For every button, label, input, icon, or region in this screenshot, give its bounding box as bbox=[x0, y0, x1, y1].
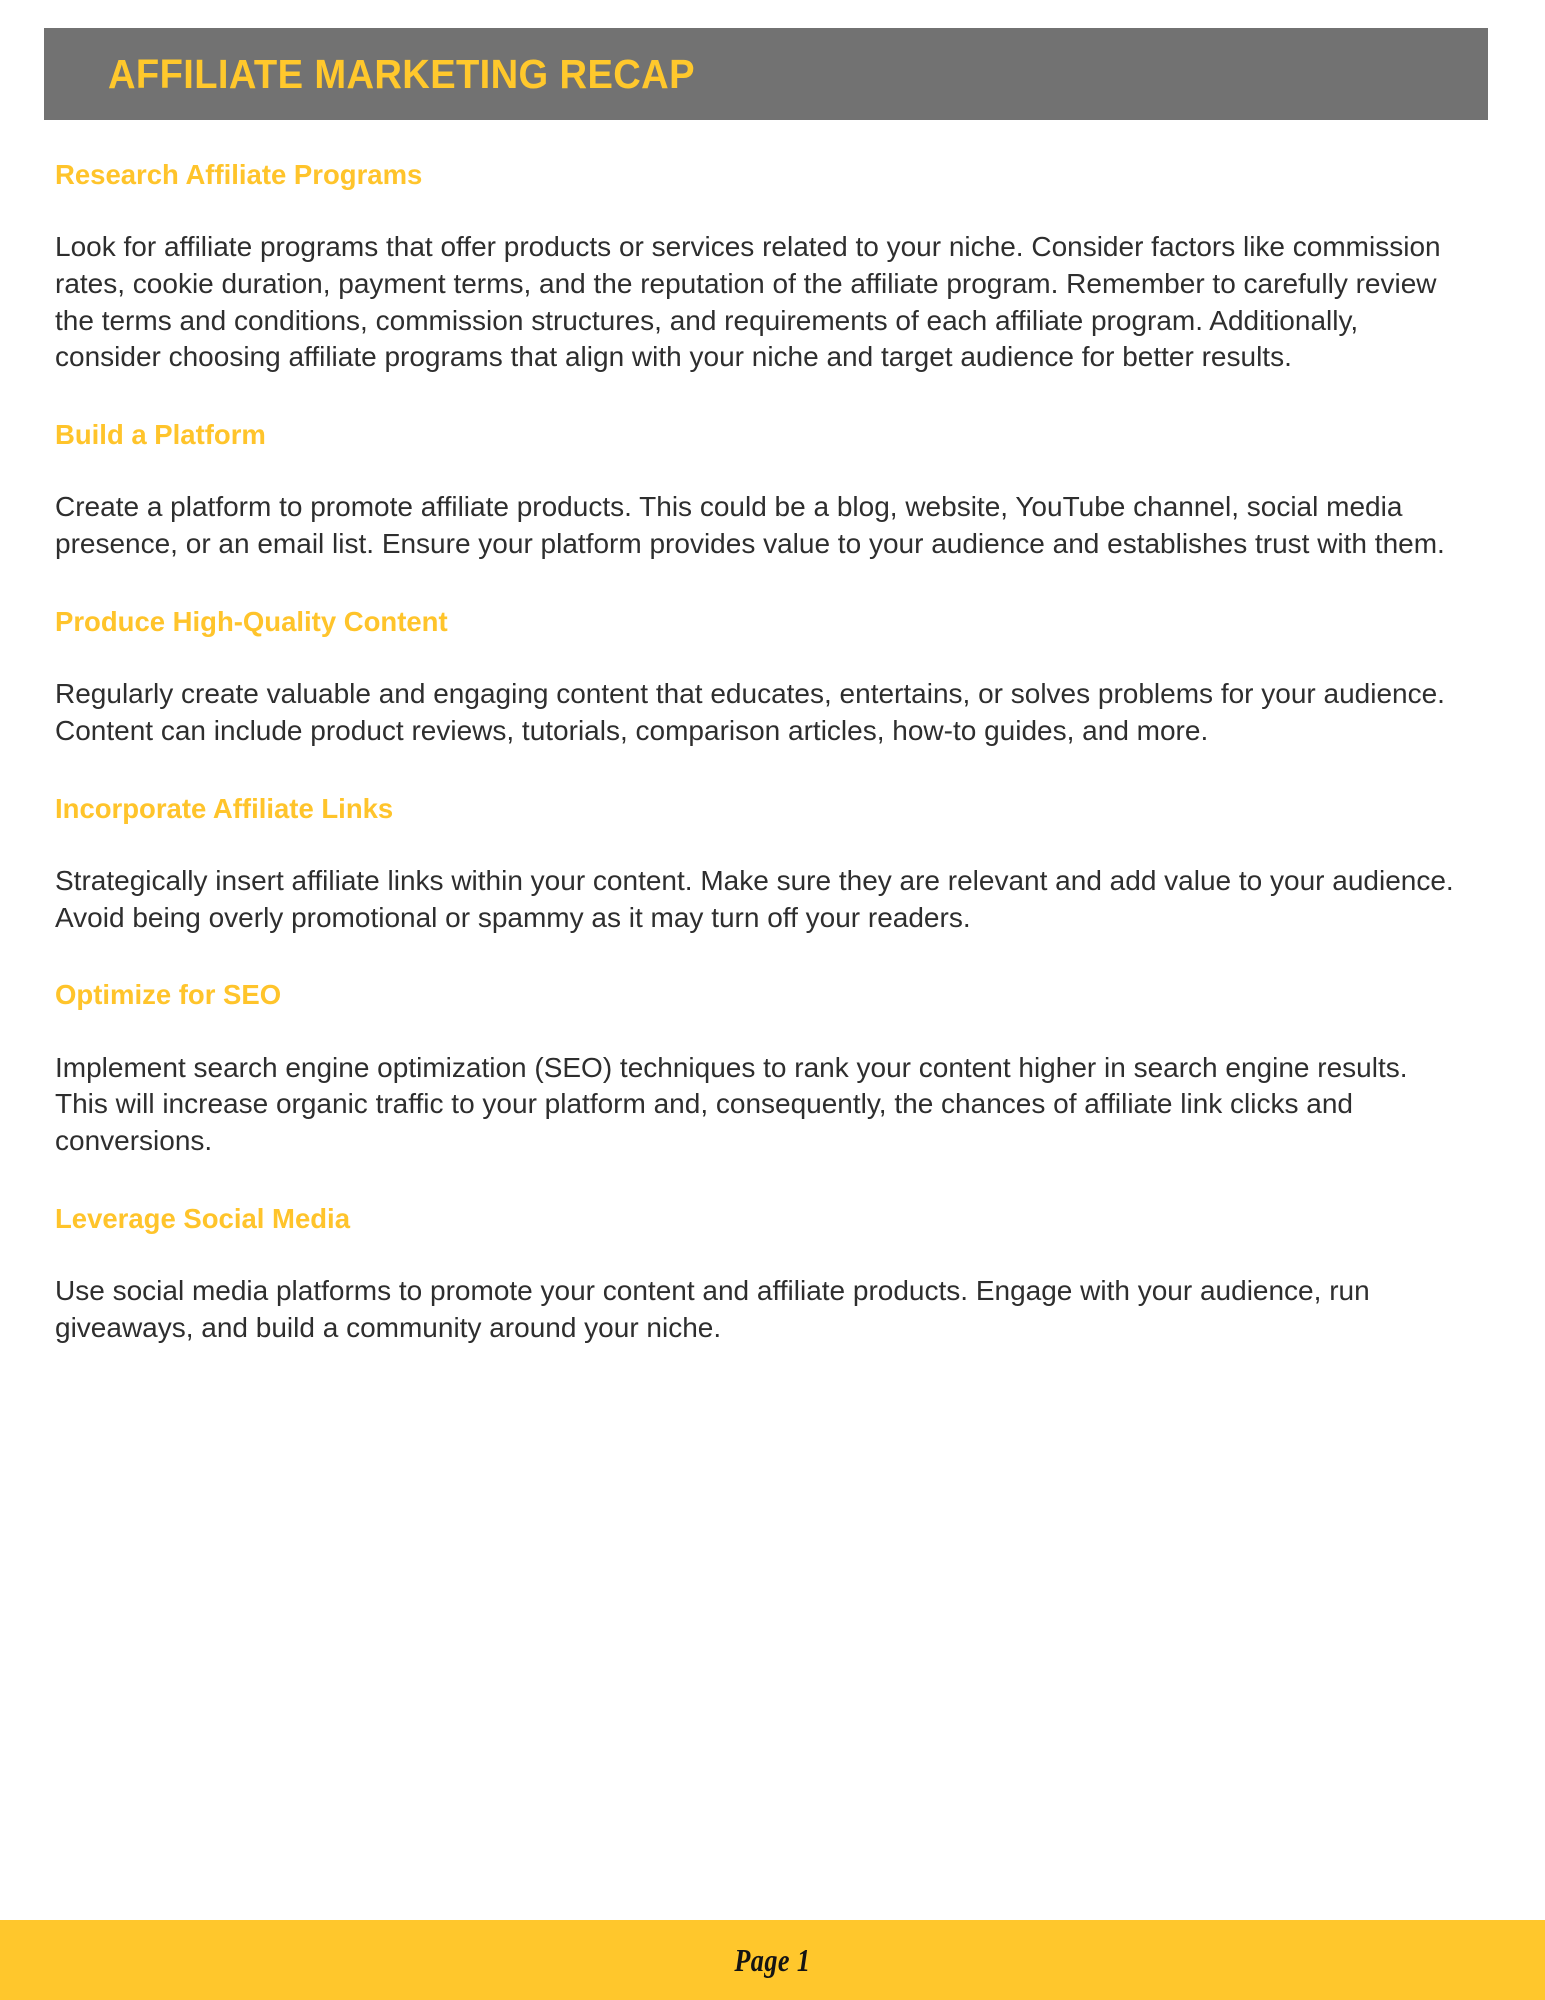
spacer bbox=[55, 750, 1460, 792]
section-paragraph: Strategically insert affiliate links within your content. Make sure they are relevant and add value to your audience. Avoid being overly promotional or spammy as it may turn off your readers. bbox=[55, 864, 1454, 933]
section-heading: Incorporate Affiliate Links bbox=[55, 792, 394, 824]
spacer bbox=[55, 936, 1460, 978]
section-heading: Research Affiliate Programs bbox=[55, 159, 423, 190]
section-heading: Optimize for SEO bbox=[55, 979, 282, 1011]
section-paragraph: Regularly create valuable and engaging content that educates, entertains, or solves problems for your audience. Content can include product reviews, tutorials, comparison articles, how-to guides, and more. bbox=[55, 678, 1445, 746]
spacer bbox=[55, 1236, 1460, 1273]
section-incorporate-affiliate-links bbox=[55, 792, 1460, 937]
section-heading: Produce High-Quality Content bbox=[55, 605, 448, 637]
section-heading: Leverage Social Media bbox=[55, 1202, 350, 1234]
spacer bbox=[55, 376, 1460, 418]
section-optimize-for-seo bbox=[55, 978, 1460, 1159]
page-number-label: Page 1 bbox=[734, 1941, 811, 1978]
spacer bbox=[55, 563, 1460, 605]
section-paragraph: Create a platform to promote affiliate products. This could be a blog, website, YouTube channel, social media presence, or an email list. Ensure your platform provides value to your audience and establishes trust with them. bbox=[55, 491, 1445, 560]
document-body bbox=[55, 158, 1460, 1346]
section-build-a-platform bbox=[55, 418, 1460, 563]
section-paragraph: Use social media platforms to promote your content and affiliate products. Engage with your audience, run giveaways, and build a community around your niche. bbox=[55, 1274, 1370, 1343]
section-paragraph: Implement search engine optimization (SEO) techniques to rank your content higher in search engine results. This will increase organic traffic to your platform and, consequently, the chances of affiliate link clicks and conversions. bbox=[55, 1051, 1408, 1156]
document-header-banner bbox=[44, 28, 1488, 120]
document-title: AFFILIATE MARKETING RECAP bbox=[108, 50, 695, 97]
spacer bbox=[55, 1160, 1460, 1202]
spacer bbox=[55, 192, 1460, 229]
spacer bbox=[55, 826, 1460, 863]
section-research-affiliate-programs bbox=[55, 158, 1460, 376]
section-leverage-social-media bbox=[55, 1202, 1460, 1347]
section-produce-high-quality-content bbox=[55, 605, 1460, 750]
spacer bbox=[55, 1013, 1460, 1050]
spacer bbox=[55, 639, 1460, 676]
spacer bbox=[55, 452, 1460, 489]
section-paragraph: Look for affiliate programs that offer products or services related to your niche. Consider factors like commission rates, cookie duration, payment terms, and the reputation of the affiliate program. Remember to carefully review the terms and conditions, commission structures, and requirements of each affiliate program. Additionally, consider choosing affiliate programs that align with your niche and target audience for better results. bbox=[55, 231, 1441, 373]
document-footer-band bbox=[0, 1920, 1545, 2000]
section-heading: Build a Platform bbox=[55, 419, 266, 451]
